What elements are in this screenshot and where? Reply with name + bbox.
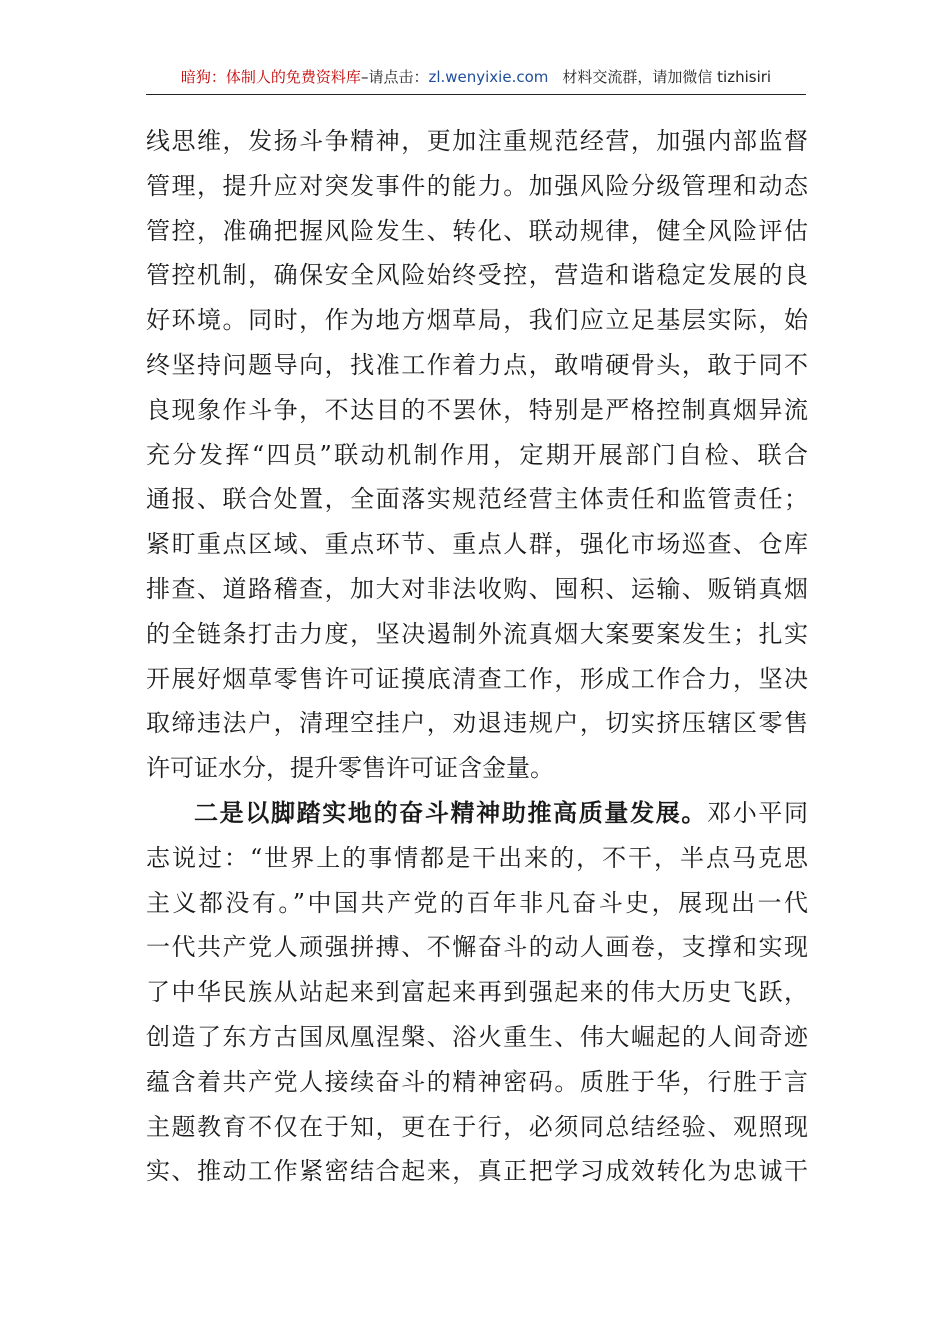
paragraph-2: [146, 791, 808, 1194]
document-body: [146, 119, 808, 1194]
text-line: 管控机制，确保安全风险始终受控，营造和谐稳定发展的良: [146, 261, 808, 290]
text-line: 主题教育不仅在于知，更在于行，必须同总结经验、观照现: [146, 1112, 808, 1141]
header-prompt: –请点击：: [360, 68, 429, 86]
text-line: 主义都没有。”中国共产党的百年非凡奋斗史，展现出一代: [146, 888, 808, 917]
text-line: 许可证水分，提升零售许可证含金量。: [146, 754, 554, 783]
text-line: 终坚持问题导向，找准工作着力点，敢啃硬骨头，敢于同不: [146, 350, 808, 379]
text-line: 蕴含着共产党人接续奋斗的精神密码。质胜于华，行胜于言: [146, 1067, 808, 1096]
header-wechat-note: 材料交流群，请加微信 tizhisiri: [562, 68, 772, 86]
text-line: 了中华民族从站起来到富起来再到强起来的伟大历史飞跃，: [146, 978, 808, 1007]
text-line: 取缔违法户，清理空挂户，劝退违规户，切实挤压辖区零售: [146, 709, 808, 738]
text-line: 一代共产党人顽强拼搏、不懈奋斗的动人画卷，支撑和实现: [146, 933, 808, 962]
paragraph-1: [146, 119, 808, 791]
text-line: 志说过：“世界上的事情都是干出来的，不干，半点马克思: [146, 843, 808, 872]
text-line: 紧盯重点区域、重点环节、重点人群，强化市场巡查、仓库: [146, 530, 808, 559]
text-line: 良现象作斗争，不达目的不罢休，特别是严格控制真烟异流: [146, 395, 808, 424]
header-link[interactable]: zl.wenyixie.com: [428, 68, 549, 86]
text-line: 实、推动工作紧密结合起来，真正把学习成效转化为忠诚干: [146, 1157, 808, 1186]
paragraph-2-first-line: [146, 791, 808, 836]
text-line: 开展好烟草零售许可证摸底清查工作，形成工作合力，坚决: [146, 664, 808, 693]
text-line: 线思维，发扬斗争精神，更加注重规范经营，加强内部监督: [146, 127, 808, 155]
text-line: 充分发挥“四员”联动机制作用，定期开展部门自检、联合: [146, 440, 808, 469]
text-line: 创造了东方古国凤凰涅槃、浴火重生、伟大崛起的人间奇迹: [146, 1022, 808, 1051]
text-line: 的全链条打击力度，坚决遏制外流真烟大案要案发生；扎实: [146, 619, 808, 648]
paragraph-heading-rest: 邓小平同: [707, 798, 809, 827]
text-line: 排查、道路稽查，加大对非法收购、囤积、运输、贩销真烟: [146, 574, 808, 603]
page-header: [146, 60, 806, 95]
text-line: 好环境。同时，作为地方烟草局，我们应立足基层实际，始: [146, 306, 808, 335]
paragraph-heading: 二是以脚踏实地的奋斗精神助推高质量发展。: [194, 797, 708, 827]
text-line: 管控，准确把握风险发生、转化、联动规律，健全风险评估: [146, 216, 808, 245]
text-line: 管理，提升应对突发事件的能力。加强风险分级管理和动态: [146, 171, 808, 200]
text-line: 通报、联合处置，全面落实规范经营主体责任和监管责任；: [146, 485, 808, 514]
header-brand: 暗狗：体制人的免费资料库: [180, 68, 361, 86]
